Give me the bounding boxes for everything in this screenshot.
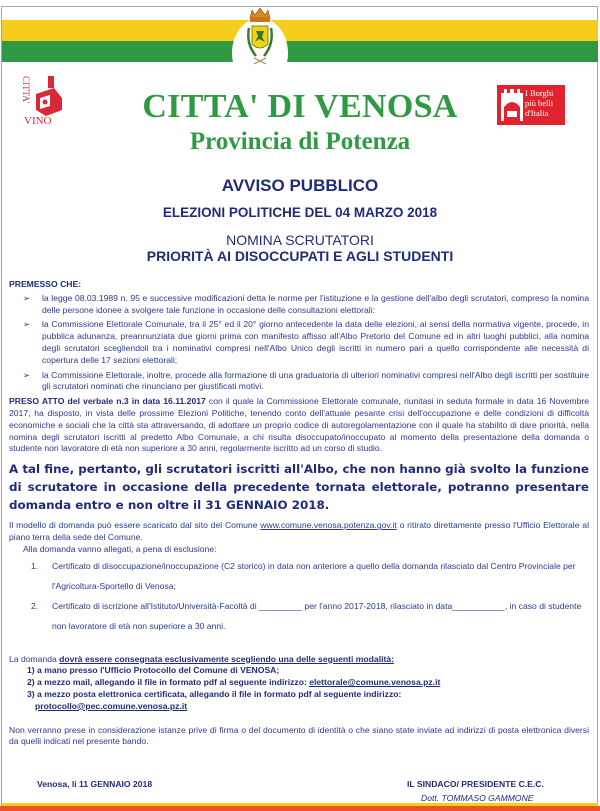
notice-title: AVVISO PUBBLICO [221,176,379,195]
consegna-item: 2) a mezzo mail, allegando il file in formato pdf al seguente indirizzo: elettorale@comune.venosa.pz.it [27,677,441,688]
attachment-item: 1. Certificato di disoccupazione/inoccupazione (C2 storico) in data non anteriore a quello della domanda rilasciato dal Centro Provinciale per l'Agricoltura-Sportello di Venosa; [31,560,576,591]
notice-subtitle: ELEZIONI POLITICHE DEL 04 MARZO 2018 [162,205,438,220]
document-body [9,279,589,748]
premesso-heading: PREMESSO CHE: [9,279,82,289]
arrow-bullet-icon: ➢ [23,319,31,330]
consegna-item: 3) a mezzo posta elettronica certificata, allegando il file in formato pdf al seguente indirizzo: [27,688,402,699]
deadline-paragraph: A tal fine, pertanto, gli scrutatori iscritti all'Albo, che non hanno già svolto la funzione di scrutatore in occasione della precedente tornata elettorale, potranno presentare domanda entro e non oltre il 31 GENNAIO 2018. [9,462,589,513]
consegna-intro: La domanda dovrà essere consegnata esclusivamente scegliendo una delle seguenti modalità: [9,653,394,664]
arrow-bullet-icon: ➢ [23,369,31,380]
premesso-item: ➢ la Commissione Elettorale Comunale, tra il 25° ed il 20° giorno antecedente la data delle elezioni, ai sensi della normativa vigente, procede, in pubblica adunanza, preannunziata due giorni prima con manifesto affisso all'Albo Pretorio del Comune ed in altri luoghi pubblici, alla nomina degli scrutatori scegliendoli tra i nominativi compresi nell'Albo Unico degli iscritti in numero pari a quello corrispondente alle necessità di copertura delle 17 sezioni elettorali; [23,319,589,365]
premesso-item: ➢ la Commissione Elettorale, inoltre, procede alla formazione di una graduatoria di ulteriori nominativi compresi nell'Albo degli iscritti per sostituire gli scrutatori nominati che rinunciano per giustificati motivi. [23,369,589,392]
consegna-item: 1) a mano presso l'Ufficio Protocollo del Comune di VENOSA; [27,665,280,676]
header-yellow-band [2,20,598,41]
province-title: Provincia di Potenza [189,128,411,155]
modello-paragraph: Il modello di domanda può essere scaricato dal sito del Comune www.comune.venosa.potenza.gov.it o ritirato direttamente presso l'Ufficio Elettorale al piano terra della sede del Comune. [9,520,589,542]
coat-of-arms-icon [246,4,274,76]
consegna-item-pec [9,701,589,713]
notice-priority: PRIORITÀ AI DISOCCUPATI E AGLI STUDENTI [146,248,454,264]
svg-text:VINO: VINO [24,115,52,127]
signer-role: IL SINDACO/ PRESIDENTE C.E.C. [407,779,544,789]
notice-topic: NOMINA SCRUTATORI [226,232,374,248]
attachments-intro: Alla domanda vanno allegati, a pena di esclusione: [23,543,217,554]
elettorale-email-link[interactable]: elettorale@comune.venosa.pz.it [309,677,441,688]
preso-atto-paragraph: PRESO ATTO del verbale n.3 in data 16.11.2017 con il quale la Commissione Elettorale comunale, riunitasi in seduta formale in data 16 Novembre 2017, ha disposto, in vista delle prossime Elezioni Politiche, tenendo conto dell'attuale pesante crisi dell'occupazione e delle condizioni di difficoltà economiche e sociali che la città sta attraversando, di adottare un proprio codice di autoregolamentazione con il quale ha stabilito di dare priorità, nella nomina degli scrutatori iscritti al predetto Albo Comunale, a chi risulta disoccupato/inoccupato al momento della presentazione della domanda o studente non lavoratore di età non superiore a 30 anni, regolarmente iscritto ad un corso di studio. [9,396,589,454]
place-date: Venosa, li 11 GENNAIO 2018 [37,779,153,789]
pec-email-link[interactable]: protocollo@pec.comune.venosa.pz.it [35,700,188,711]
signer-name: Dott. TOMMASO GAMMONE [421,793,534,803]
warning-paragraph: Non verranno prese in considerazione istanze prive di firma o del documento di identità o che siano state inviate ad indirizzi di posta elettronica diversi da quelli indicati nel presente bando. [9,724,589,747]
arrow-bullet-icon: ➢ [23,292,31,303]
premesso-item: ➢ la legge 08.03.1989 n. 95 e successive modificazioni detta le norme per l'istituzione e la gestione dell'albo degli scrutatori, compreso la nomina delle persone idonee a svolgere tale funzione in occasione delle consultazioni elettorali: [23,292,589,315]
borghi-logo-text: I Borghi più belli d'Italia [525,88,554,118]
attachment-item: 2. Certificato di iscrizione all'Istituto/Università-Facoltà di _________ per l'anno 2017-2018, rilasciato in data___________, in caso di studente non lavoratore di età non superiore a 30 anni. [31,600,582,631]
footer-orange-band [0,806,600,811]
comune-website-link[interactable]: www.comune.venosa.potenza.gov.it [260,520,397,531]
header-green-band [2,41,598,62]
city-title: CITTA' DI VENOSA [142,88,458,125]
svg-text:CITTA': CITTA' [21,76,31,104]
